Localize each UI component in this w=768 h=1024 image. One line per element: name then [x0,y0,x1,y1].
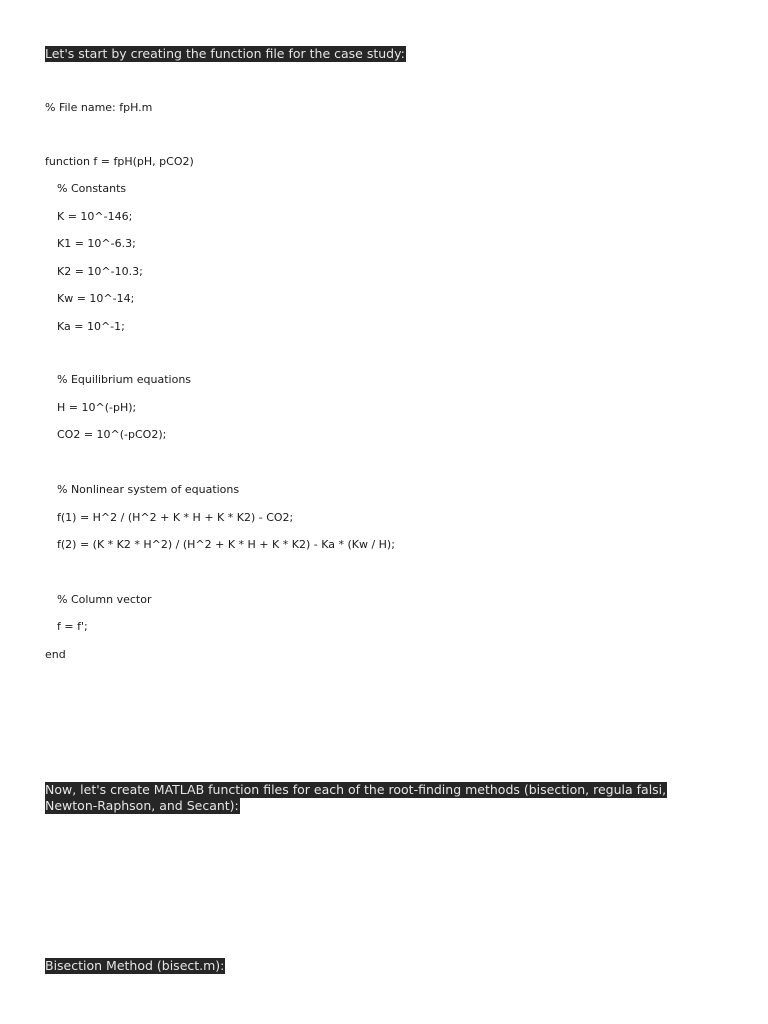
code-file-comment: % File name: fpH.m [45,101,153,114]
code-line-k1: K1 = 10^-6.3; [57,237,136,250]
code-equilibrium-comment: % Equilibrium equations [57,373,192,386]
code-function-signature: function f = fpH(pH, pCO2) [45,155,194,168]
heading-bisection-method: Bisection Method (bisect.m): [45,958,225,973]
code-column-comment: % Column vector [57,593,152,606]
code-line-f2: f(2) = (K * K2 * H^2) / (H^2 + K * H + K * K2) - Ka * (Kw / H); [57,538,395,551]
code-line-end: end [45,648,66,661]
code-constants-comment: % Constants [57,182,127,195]
code-line-h: H = 10^(-pH); [57,401,137,414]
heading-root-finding-methods: Now, let's create MATLAB function files for each of the root-finding methods (bisection, regula falsi, Newton-Raphson, and Secant): [45,782,667,813]
code-line-k: K = 10^-146; [57,210,133,223]
heading-intro: Let's start by creating the function file for the case study: [45,46,405,61]
code-line-k2: K2 = 10^-10.3; [57,265,143,278]
code-line-ka: Ka = 10^-1; [57,320,125,333]
code-line-transpose: f = f'; [57,620,88,633]
code-line-kw: Kw = 10^-14; [57,292,135,305]
code-nonlinear-comment: % Nonlinear system of equations [57,483,240,496]
code-line-f1: f(1) = H^2 / (H^2 + K * H + K * K2) - CO2; [57,511,294,524]
code-line-co2: CO2 = 10^(-pCO2); [57,428,167,441]
